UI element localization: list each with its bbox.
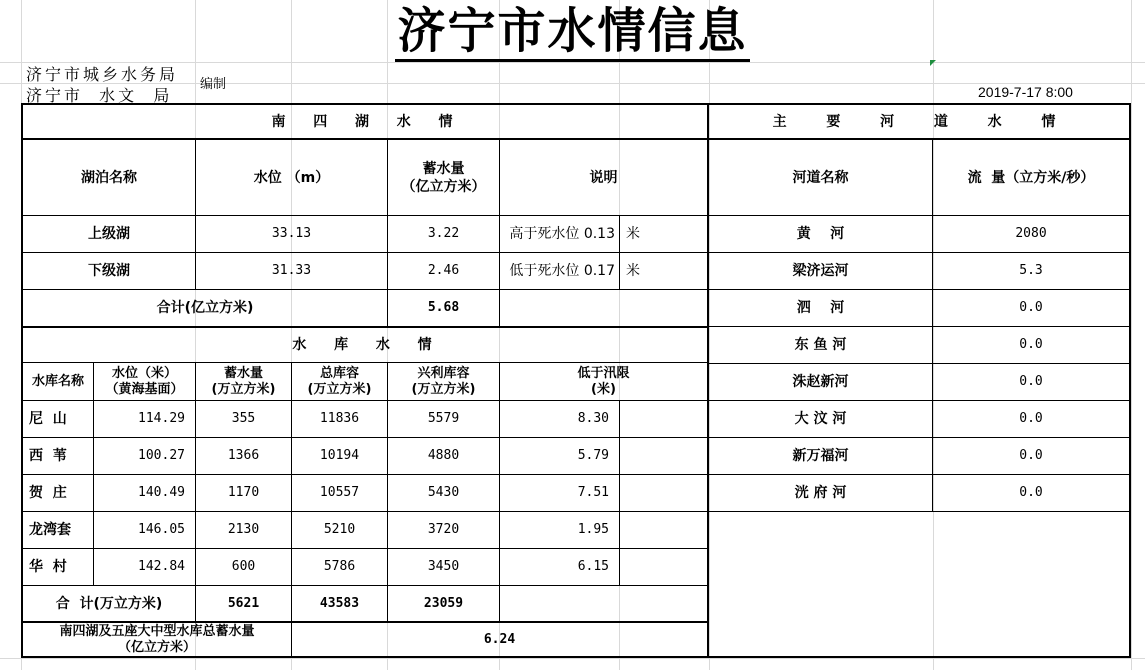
reservoir-level[interactable]: 114.29 — [94, 401, 196, 438]
reservoir-col-name[interactable]: 水库名称 — [23, 363, 94, 401]
grand-total-value[interactable]: 6.24 — [292, 622, 707, 656]
lake-level[interactable]: 31.33 — [196, 253, 388, 290]
right-table — [709, 103, 1131, 658]
river-name[interactable]: 新万福河 — [709, 438, 933, 475]
river-flow[interactable]: 0.0 — [933, 327, 1129, 364]
reservoir-blank[interactable] — [620, 401, 707, 438]
reservoir-below[interactable]: 1.95 — [500, 512, 620, 549]
reservoir-below[interactable]: 5.79 — [500, 438, 620, 475]
lake-col-storage[interactable]: 蓄水量 （亿立方米） — [388, 140, 500, 216]
reservoir-useful[interactable]: 4880 — [388, 438, 500, 475]
reservoir-col-level[interactable]: 水位（米） （黄海基面） — [94, 363, 196, 401]
reservoir-col-storage[interactable]: 蓄水量 (万立方米) — [196, 363, 292, 401]
reservoir-blank[interactable] — [620, 549, 707, 586]
reservoir-total[interactable]: 11836 — [292, 401, 388, 438]
river-flow[interactable]: 0.0 — [933, 290, 1129, 327]
reservoir-below[interactable]: 6.15 — [500, 549, 620, 586]
reservoir-storage[interactable]: 1170 — [196, 475, 292, 512]
lake-note-unit[interactable]: 米 — [620, 253, 707, 290]
reservoir-useful[interactable]: 5430 — [388, 475, 500, 512]
reservoir-total[interactable]: 5786 — [292, 549, 388, 586]
reservoir-level[interactable]: 140.49 — [94, 475, 196, 512]
reservoir-useful[interactable]: 3450 — [388, 549, 500, 586]
lake-note[interactable]: 高于死水位 0.13 — [500, 216, 620, 253]
lake-level[interactable]: 33.13 — [196, 216, 388, 253]
lake-col-level[interactable]: 水位 （m） — [196, 140, 388, 216]
reservoir-section-header[interactable]: 水 库 水 情 — [23, 327, 707, 363]
reservoir-blank[interactable] — [620, 475, 707, 512]
lake-storage[interactable]: 2.46 — [388, 253, 500, 290]
reservoir-blank[interactable] — [620, 512, 707, 549]
lake-name[interactable]: 下级湖 — [23, 253, 196, 290]
river-name[interactable]: 洸 府 河 — [709, 475, 933, 512]
reservoir-total[interactable]: 10557 — [292, 475, 388, 512]
river-name[interactable]: 泗 河 — [709, 290, 933, 327]
reservoir-total-useful[interactable]: 23059 — [388, 586, 500, 622]
reservoir-level[interactable]: 100.27 — [94, 438, 196, 475]
lake-total-value[interactable]: 5.68 — [388, 290, 500, 327]
reservoir-total[interactable]: 10194 — [292, 438, 388, 475]
lake-storage[interactable]: 3.22 — [388, 216, 500, 253]
river-section-header[interactable]: 主 要 河 道 水 情 — [709, 105, 1129, 140]
reservoir-storage[interactable]: 1366 — [196, 438, 292, 475]
reservoir-storage[interactable]: 355 — [196, 401, 292, 438]
reservoir-name[interactable]: 西 苇 — [23, 438, 94, 475]
reservoir-below[interactable]: 7.51 — [500, 475, 620, 512]
reservoir-total-storage[interactable]: 5621 — [196, 586, 292, 622]
river-name[interactable]: 洙赵新河 — [709, 364, 933, 401]
reservoir-name[interactable]: 龙湾套 — [23, 512, 94, 549]
reservoir-useful[interactable]: 5579 — [388, 401, 500, 438]
river-flow[interactable]: 0.0 — [933, 364, 1129, 401]
lake-col-name[interactable]: 湖泊名称 — [23, 140, 196, 216]
river-flow[interactable]: 0.0 — [933, 438, 1129, 475]
river-flow[interactable]: 2080 — [933, 216, 1129, 253]
reservoir-below[interactable]: 8.30 — [500, 401, 620, 438]
river-col-name[interactable]: 河道名称 — [709, 140, 933, 216]
lake-total-note[interactable] — [500, 290, 707, 327]
reservoir-col-below[interactable]: 低于汛限 (米) — [500, 363, 707, 401]
lake-note-unit[interactable]: 米 — [620, 216, 707, 253]
reservoir-storage[interactable]: 600 — [196, 549, 292, 586]
river-flow[interactable]: 5.3 — [933, 253, 1129, 290]
org-line-2: 济宁市 水文 局 — [26, 86, 173, 105]
report-date: 2019-7-17 8:00 — [978, 84, 1073, 100]
compiled-label: 编制 — [200, 77, 227, 92]
comment-marker-icon — [930, 60, 936, 66]
river-name[interactable]: 东 鱼 河 — [709, 327, 933, 364]
left-table — [21, 103, 709, 658]
reservoir-col-total[interactable]: 总库容 (万立方米) — [292, 363, 388, 401]
reservoir-name[interactable]: 华 村 — [23, 549, 94, 586]
grid-line — [0, 658, 1145, 659]
lake-name[interactable]: 上级湖 — [23, 216, 196, 253]
lake-section-header[interactable]: 南 四 湖 水 情 — [23, 105, 707, 140]
river-flow[interactable]: 0.0 — [933, 475, 1129, 512]
river-col-flow[interactable]: 流 量（立方米/秒） — [933, 140, 1129, 216]
reservoir-level[interactable]: 146.05 — [94, 512, 196, 549]
grand-total-label[interactable]: 南四湖及五座大中型水库总蓄水量 （亿立方米） — [23, 622, 292, 656]
page-title: 济宁市水情信息 — [0, 0, 1145, 62]
reservoir-useful[interactable]: 3720 — [388, 512, 500, 549]
org-line-1: 济宁市城乡水务局 — [26, 65, 179, 84]
river-name[interactable]: 梁济运河 — [709, 253, 933, 290]
reservoir-level[interactable]: 142.84 — [94, 549, 196, 586]
lake-col-note[interactable]: 说明 — [500, 140, 707, 216]
reservoir-name[interactable]: 贺 庄 — [23, 475, 94, 512]
river-name[interactable]: 大 汶 河 — [709, 401, 933, 438]
reservoir-total-blank[interactable] — [500, 586, 707, 622]
reservoir-name[interactable]: 尼 山 — [23, 401, 94, 438]
reservoir-blank[interactable] — [620, 438, 707, 475]
river-flow[interactable]: 0.0 — [933, 401, 1129, 438]
lake-note[interactable]: 低于死水位 0.17 — [500, 253, 620, 290]
reservoir-total-label[interactable]: 合 计(万立方米) — [23, 586, 196, 622]
reservoir-col-useful[interactable]: 兴利库容 (万立方米) — [388, 363, 500, 401]
lake-total-label[interactable]: 合计(亿立方米) — [23, 290, 388, 327]
grid-line — [1131, 0, 1132, 670]
river-name[interactable]: 黄 河 — [709, 216, 933, 253]
reservoir-total-total[interactable]: 43583 — [292, 586, 388, 622]
reservoir-total[interactable]: 5210 — [292, 512, 388, 549]
reservoir-storage[interactable]: 2130 — [196, 512, 292, 549]
